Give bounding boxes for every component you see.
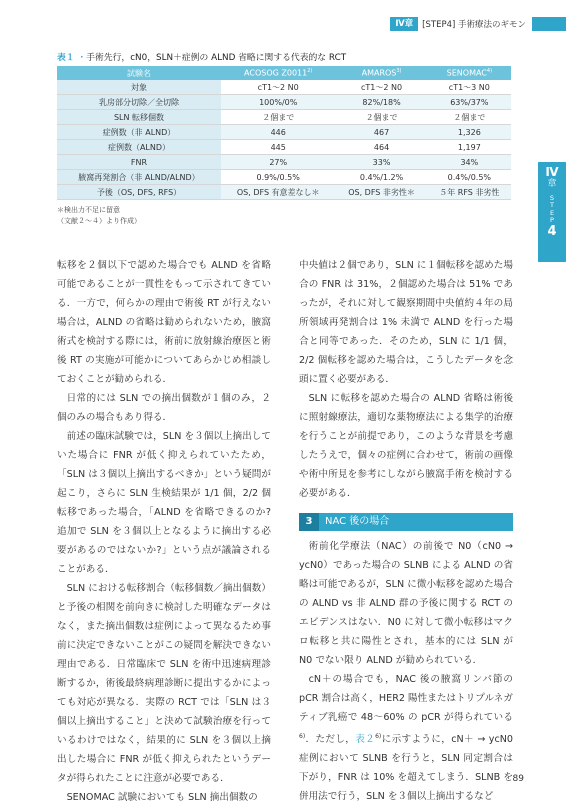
step-letter: S (549, 194, 555, 202)
step-letter: E (549, 208, 555, 217)
row-label: 対象 (57, 80, 221, 95)
table-row (57, 80, 511, 95)
chapter-badge: Ⅳ章 (390, 17, 418, 31)
row-label: FNR (57, 155, 221, 170)
table-row (57, 155, 511, 170)
page-number: 89 (512, 774, 524, 784)
table-cell: 0.4%/0.5% (428, 170, 511, 185)
table-cell: ２個まで (428, 110, 511, 125)
table-row (57, 125, 511, 140)
table-cell: ５年 RFS 非劣性 (428, 185, 511, 200)
body-paragraph: 転移を２個以下で認めた場合でも ALND を省略可能であることが一貫性をもって示されてきている．一方で，何らかの理由で術後 RT が行えない場合は，ALND の省略は勧められないため，腋窩術式を検討する際には，術前に放射線治療医と術後 RT の実施が可能かについてあらかじめ相談しておくことが勧められる． (57, 260, 271, 385)
table-cell: 1,197 (428, 140, 511, 155)
header-accent-bar (532, 17, 566, 31)
side-tab-step-number: 4 (547, 223, 557, 239)
body-paragraph: cN＋の場合でも，NAC 後の腋窩リンパ節の pCR 割合は高く，HER2 陽性またはトリプルネガティブ乳癌で 48〜60% の pCR が得られている$^{6)}$．ただし，表２$^{6)}$に示すように，cN＋ → ycN0 症例において SLNB を行うと，SLN 同定割合は下がり，FNR は 10% を超えてしまう．SLNB を併用法で行う，SLN を３個以上摘出するなど (299, 674, 514, 803)
left-column (57, 256, 271, 807)
table-cell: 1,326 (428, 125, 511, 140)
row-label: 症例数（ALND） (57, 140, 221, 155)
table-number: 表１ (57, 53, 75, 63)
table-cell: 33% (335, 155, 427, 170)
table-title: 手術先行，cN0，SLN＋症例の ALND 省略に関する代表的な RCT (86, 53, 347, 63)
running-header (390, 17, 566, 31)
table-cell: 27% (221, 155, 335, 170)
table-header-row (57, 66, 511, 80)
table-cell: cT1〜2 N0 (335, 80, 427, 95)
step-letter: P (550, 216, 554, 225)
table-cell: 464 (335, 140, 427, 155)
table-note (57, 205, 141, 227)
rct-table (57, 66, 511, 200)
body-paragraph: SENOMAC 試験においても SLN 摘出個数の (66, 792, 258, 803)
table-header-cell: 試験名 (57, 66, 221, 80)
step-letter: T (550, 201, 554, 210)
section-heading (299, 513, 513, 531)
body-paragraph: 日常的には SLN での摘出個数が１個のみ，２個のみの場合もあり得る． (57, 393, 271, 423)
body-paragraph: 中央値は２個であり，SLN に１個転移を認めた場合の FNR は 31%，２個認めた場合は 51% であったが，それに対して観察期間中央値約４年の局所領域再発割合は 1% 未満で ALND を行った場合と同等であった．そのため，SLN に 1/1 個，2/2 個転移を認めた場合は，こうしたデータを念頭に置く必要がある． (299, 260, 513, 385)
table-cell: 63%/37% (428, 95, 511, 110)
row-label: 腋窩再発割合（非 ALND/ALND） (57, 170, 221, 185)
table-cell: ２個まで (221, 110, 335, 125)
table-cell: 82%/18% (335, 95, 427, 110)
right-column (299, 256, 513, 806)
table-header-cell: SENOMAC$^{4)}$ (428, 66, 511, 80)
table-cell: 446 (221, 125, 335, 140)
table-cell: ２個まで (335, 110, 427, 125)
table-row (57, 185, 511, 200)
table-cell: 100%/0% (221, 95, 335, 110)
section-number: 3 (299, 513, 319, 531)
table-2-link[interactable]: 表２ (355, 734, 376, 746)
body-paragraph: 術前化学療法（NAC）の前後で N0（cN0 → ycN0）であった場合の SLNB による ALND の省略は可能であるが，SLN に微小転移を認めた場合の ALND vs 非 ALND 群の予後に関する RCT のエビデンスはない．N0 に対して微小転移はマクロ転移と共に陽性とされ，基本的には SLN が N0 でない限り ALND が勧められている． (299, 541, 513, 666)
row-label: 症例数（非 ALND） (57, 125, 221, 140)
table-row (57, 140, 511, 155)
chapter-side-tab (538, 162, 566, 262)
table-header-cell: ACOSOG Z0011$^{2)}$ (221, 66, 335, 80)
table-row (57, 170, 511, 185)
table-cell: 445 (221, 140, 335, 155)
side-tab-sho: 章 (547, 179, 557, 189)
body-paragraph: 前述の臨床試験では，SLN を３個以上摘出していた場合に FNR が低く抑えられていたため，「SLN は３個以上摘出するべきか」という疑問が起こり，さらに SLN 生検結果が 1/1 個，2/2 個転移であった場合，「ALND を省略できるのか? 追加で SLN を３個以上となるように摘出する必要があるのではないか?」という点が議論されることがある． (57, 431, 271, 575)
table-caption (57, 50, 346, 63)
table-row (57, 110, 511, 125)
table-cell: 0.9%/0.5% (221, 170, 335, 185)
row-label: SLN 転移個数 (57, 110, 221, 125)
table-cell: 34% (428, 155, 511, 170)
table-cell: 467 (335, 125, 427, 140)
caption-bullet: ・ (77, 53, 87, 63)
note-line: （文献２〜４）より作成） (57, 217, 141, 225)
table-cell: OS, DFS 非劣性＊ (335, 185, 427, 200)
row-label: 予後（OS, DFS, RFS） (57, 185, 221, 200)
body-paragraph: SLN における転移割合（転移個数／摘出個数）と予後の相関を前向きに検討した明確なデータはなく，また摘出個数は症例によって異なるため事前に決定できないことがこの疑問を解決できない理由である．日常臨床で SLN を術中迅速病理診断するか，術後最終病理診断に提出するかによっても対応が異なる．実際の RCT では「SLN は３個以上摘出すること」と決めて試験治療を行っているわけではなく，結果的に SLN を３個以上摘出した場合に FNR が低く抑えられたというデータが得られたことに注意が必要である． (57, 583, 271, 784)
section-title: NAC 後の場合 (325, 516, 390, 527)
table-cell: cT1〜3 N0 (428, 80, 511, 95)
header-title: [STEP4] 手術療法のギモン (422, 20, 526, 30)
side-tab-step (550, 195, 554, 225)
note-line: ＊検出力不足に留意 (57, 206, 120, 214)
row-label: 乳房部分切除／全切除 (57, 95, 221, 110)
table-cell: OS, DFS 有意差なし＊ (221, 185, 335, 200)
table-cell: cT1〜2 N0 (221, 80, 335, 95)
table-header-cell: AMAROS$^{3)}$ (335, 66, 427, 80)
body-paragraph: SLN に転移を認めた場合の ALND 省略は術後に照射線療法，適切な薬物療法による集学的治療を行うことが前提であり，このような背景を考慮したうえで，個々の症例に合わせて，術前の画像や術中所見を参考にしながら腋窩手術を検討する必要がある． (299, 393, 513, 499)
table-cell: 0.4%/1.2% (335, 170, 427, 185)
side-tab-roman: Ⅳ (545, 165, 559, 179)
table-row (57, 95, 511, 110)
